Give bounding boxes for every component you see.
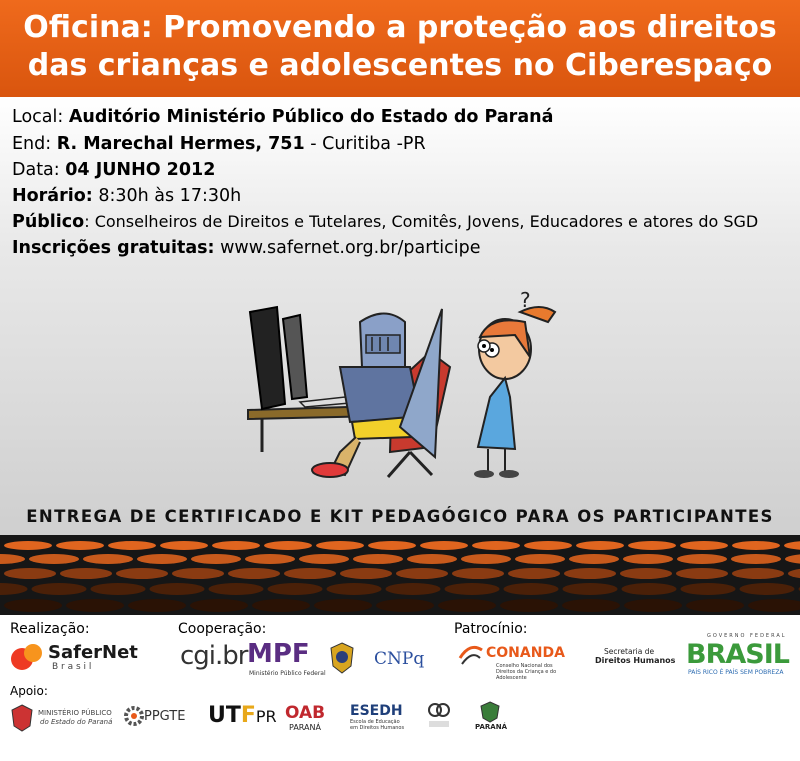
sdh-line2: Direitos Humanos: [595, 656, 676, 665]
seat: [60, 568, 112, 579]
seat: [407, 554, 457, 564]
date-value: 04 JUNHO 2012: [65, 160, 216, 180]
seat: [504, 583, 559, 595]
girl-figure: [474, 288, 555, 478]
seat: [563, 583, 618, 595]
computer-monitor-icon: [250, 307, 307, 409]
seat: [438, 599, 496, 612]
mp-line2: do Estado do Paraná: [40, 718, 113, 726]
safernet-text: SaferNet: [48, 642, 138, 663]
seat: [515, 554, 565, 564]
info-panel: [0, 97, 800, 535]
seat: [420, 541, 468, 550]
seat: [562, 599, 620, 612]
seat: [137, 554, 187, 564]
seat: [788, 568, 800, 579]
conanda-icon: [456, 640, 484, 668]
question-mark-icon: ?: [520, 288, 531, 312]
seat: [209, 583, 264, 595]
certificate-note: ENTREGA DE CERTIFICADO E KIT PEDAGÓGICO PARA OS PARTICIPANTES: [26, 507, 774, 526]
header-banner: [0, 0, 800, 97]
seat: [576, 541, 624, 550]
seat: [681, 583, 736, 595]
seat: [524, 541, 572, 550]
brasil-sub: PAÍS RICO É PAÍS SEM POBREZA: [688, 669, 784, 676]
seat: [353, 554, 403, 564]
seat: [212, 541, 260, 550]
seat: [677, 554, 727, 564]
seat: [0, 583, 28, 595]
esedh-sub1: Escola de Educação: [350, 719, 400, 725]
seat: [676, 568, 728, 579]
utfpr-pr: PR: [255, 707, 277, 726]
seat: [316, 541, 364, 550]
seat: [228, 568, 280, 579]
keyboard-icon: [300, 397, 350, 407]
seat: [66, 599, 124, 612]
utfpr-f: F: [240, 703, 256, 728]
mp-line1: MINISTÉRIO PÚBLICO: [38, 709, 112, 717]
title-line-1: Oficina: Promovendo a proteção aos direitos: [23, 10, 777, 45]
seat: [564, 568, 616, 579]
ppgte-logo: PPGTE: [144, 709, 186, 724]
seat: [500, 599, 558, 612]
seat: [452, 568, 504, 579]
date-label: Data:: [12, 160, 66, 180]
local-label: Local:: [12, 107, 69, 127]
seat: [785, 554, 800, 564]
seat: [252, 599, 310, 612]
title-line-2: das crianças e adolescentes no Ciberespaço: [27, 48, 773, 83]
seat: [731, 554, 781, 564]
sdh-line1: Secretaria de: [604, 647, 655, 656]
conanda-sub: Conselho Nacional dos Direitos da Criança e do Adolescente: [496, 663, 557, 681]
seat: [4, 599, 62, 612]
seat: [0, 554, 25, 564]
utfpr-logo: [208, 703, 277, 728]
cnpq-logo: CNPq: [374, 649, 425, 669]
seat: [245, 554, 295, 564]
seat: [368, 541, 416, 550]
seat: [314, 599, 372, 612]
seat: [732, 568, 784, 579]
registration-url[interactable]: www.safernet.org.br/participe: [214, 238, 481, 258]
utfpr-ut: UT: [208, 703, 241, 728]
brasil-top: GOVERNO FEDERAL: [707, 633, 787, 639]
seat: [680, 541, 728, 550]
seat: [340, 568, 392, 579]
seat: [327, 583, 382, 595]
seat: [91, 583, 146, 595]
seat: [190, 599, 248, 612]
seat: [299, 554, 349, 564]
seat: [461, 554, 511, 564]
patrocinio-label: Patrocínio:: [454, 621, 528, 637]
oab-sub: PARANÁ: [289, 723, 321, 732]
seat: [128, 599, 186, 612]
esedh-sub2: em Direitos Humanos: [350, 725, 405, 731]
seat: [150, 583, 205, 595]
auditorium-seats: [0, 535, 800, 615]
schedule-label: Horário:: [12, 186, 93, 206]
seat: [686, 599, 744, 612]
seat: [4, 541, 52, 550]
seat: [396, 568, 448, 579]
seat: [508, 568, 560, 579]
illustration: [0, 97, 800, 535]
seat: [191, 554, 241, 564]
seat: [56, 541, 104, 550]
knight-figure: [312, 309, 442, 477]
seat: [284, 568, 336, 579]
seat: [569, 554, 619, 564]
oab-logo: OAB: [285, 703, 326, 723]
seat: [268, 583, 323, 595]
esedh-logo: ESEDH: [350, 703, 403, 719]
seat: [4, 568, 56, 579]
seat: [264, 541, 312, 550]
mpf-sub: Ministério Público Federal: [249, 670, 326, 677]
audience-value: : Conselheiros de Direitos e Tutelares, Comitês, Jovens, Educadores e atores do SGD: [84, 212, 759, 231]
parana-crest-icon: [480, 701, 500, 723]
seat: [628, 541, 676, 550]
schedule-value: 8:30h às 17:30h: [92, 186, 242, 206]
address-label: End:: [12, 134, 57, 154]
address-value: R. Marechal Hermes, 751: [56, 134, 305, 154]
partner-emblem-icon: [426, 701, 452, 735]
conanda-text: CONANDA: [486, 645, 565, 661]
seat: [160, 541, 208, 550]
safernet-circles-icon: [10, 642, 44, 672]
seat: [620, 568, 672, 579]
sponsors-section: [0, 615, 800, 761]
seat: [472, 541, 520, 550]
apoio-label: Apoio:: [10, 684, 48, 698]
seat: [732, 541, 780, 550]
seat: [445, 583, 500, 595]
seat: [116, 568, 168, 579]
seat: [624, 599, 682, 612]
address-city: - Curitiba -PR: [304, 134, 426, 154]
cooperacao-label: Cooperação:: [178, 621, 267, 637]
mp-parana-crest-icon: [10, 704, 34, 732]
realizacao-label: Realização:: [10, 621, 90, 637]
parana-logo: PARANÁ: [475, 723, 507, 731]
ppgte-gear-icon: [122, 705, 146, 727]
seat: [83, 554, 133, 564]
seat: [748, 599, 800, 612]
mpf-logo: MPF: [247, 639, 310, 669]
audience-label: Público: [12, 212, 85, 232]
safernet-sub: B r a s i l: [52, 662, 92, 672]
cgibr-logo: cgi.br: [180, 641, 248, 671]
seat: [784, 541, 800, 550]
seat: [29, 554, 79, 564]
seat: [172, 568, 224, 579]
seat: [32, 583, 87, 595]
registration-label: Inscrições gratuitas:: [12, 238, 215, 258]
seat: [622, 583, 677, 595]
seat: [386, 583, 441, 595]
seat: [623, 554, 673, 564]
seat: [376, 599, 434, 612]
police-badge-icon: [330, 642, 354, 674]
seat: [108, 541, 156, 550]
local-value: Auditório Ministério Público do Estado do Paraná: [68, 107, 554, 127]
seat: [740, 583, 795, 595]
brasil-logo: BRASIL: [686, 639, 789, 670]
